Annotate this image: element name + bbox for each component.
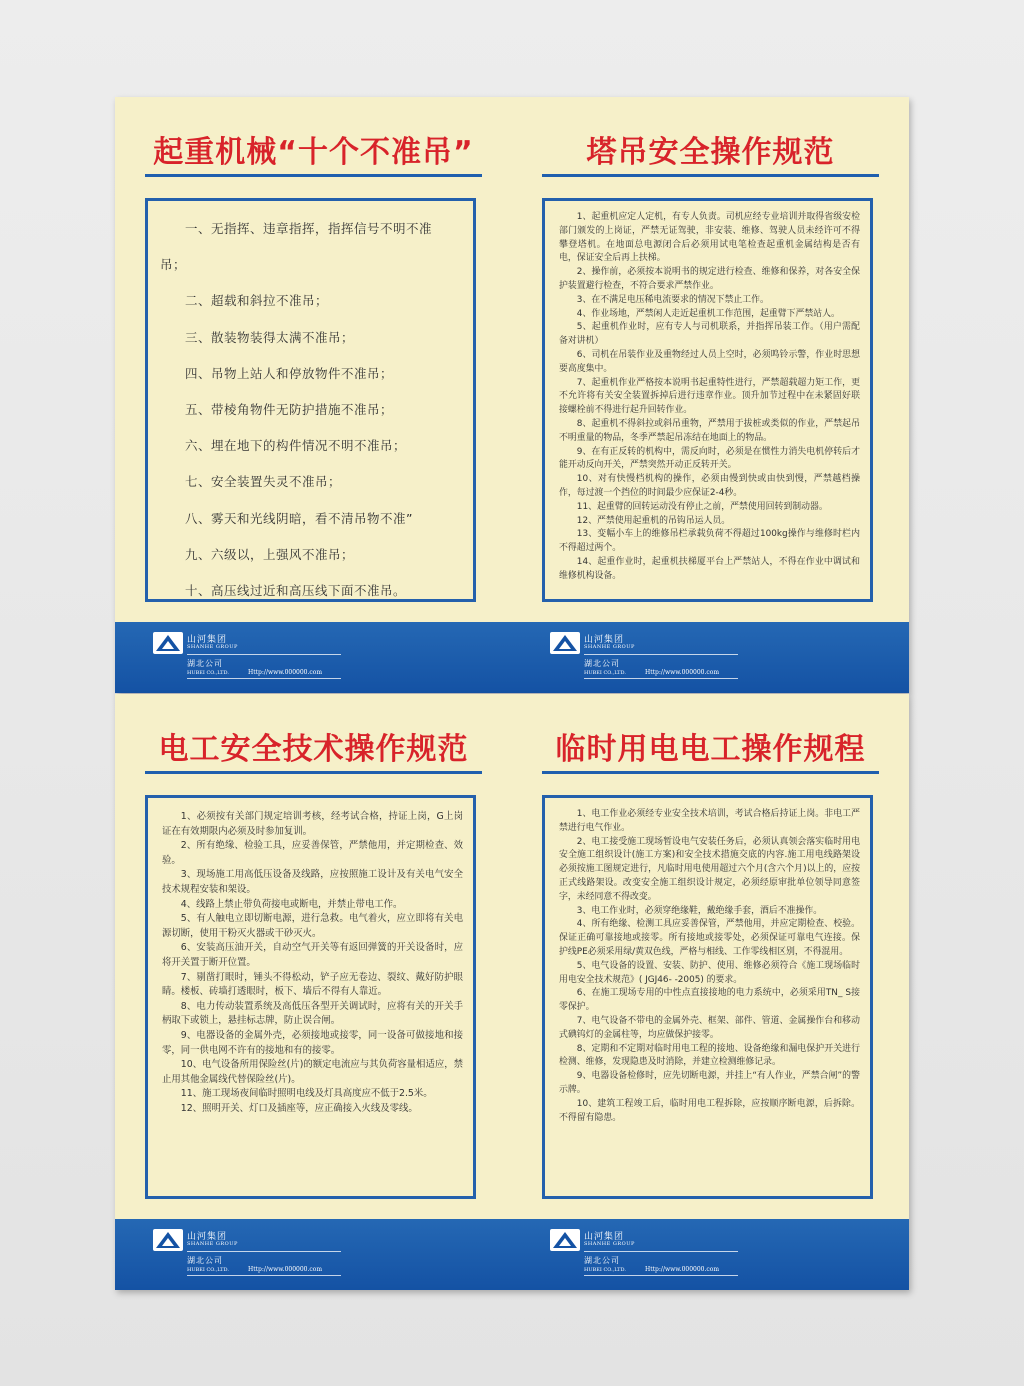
poster-board-top xyxy=(115,97,909,693)
rule-item: 8、定期和不定期对临时用电工程的接地、设备绝缘和漏电保护开关进行检测、维修，发现隐患及时消除，并建立检测维修记录。 xyxy=(559,1043,860,1068)
brand-block xyxy=(550,632,750,682)
triangle-logo-icon xyxy=(550,1229,580,1251)
company-name-en: HUBEI CO.,LTD. xyxy=(584,670,626,676)
triangle-logo-icon xyxy=(550,632,580,654)
footer-bar xyxy=(115,622,909,693)
list-item: 吊； xyxy=(160,257,187,273)
brand-block xyxy=(153,1229,353,1279)
rule-item: 9、在有正反转的机构中，需反向时，必须是在惯性力消失电机停转后才能开动反向开关，严禁突然开动正反转开关。 xyxy=(559,446,860,471)
rule-item: 2、操作前，必须按本说明书的规定进行检查、维修和保养，对各安全保护装置避行检查，不符合要求严禁作业。 xyxy=(559,267,860,291)
rule-item: 2、所有绝缘、检验工具，应妥善保管，严禁他用，并定期检查、效验。 xyxy=(162,840,463,866)
panel-temporary-power-rules xyxy=(512,694,909,1290)
brand-name-en: SHANHE GROUP xyxy=(584,1241,635,1247)
panel-title: 电工安全技术操作规范 xyxy=(158,732,469,767)
rule-item: 8、电力传动装置系统及高低压各型开关调试时，应将有关的开关手柄取下或锁上，悬挂标志牌，防止误合闸。 xyxy=(162,1000,463,1027)
brand-block xyxy=(550,1229,750,1279)
brand-name-cn: 山河集团 xyxy=(584,635,625,645)
title-underline xyxy=(145,771,482,774)
rule-item: 12、严禁使用起重机的吊钩吊运人员。 xyxy=(576,515,731,526)
rule-item: 10、电气设备所用保险丝(片)的额定电流应与其负荷容量相适应，禁止用其他金属线代替保险丝(片)。 xyxy=(162,1059,463,1085)
company-name-cn: 湖北公司 xyxy=(187,1256,223,1265)
list-item: 三、散装物装得太满不准吊； xyxy=(185,329,355,345)
list-item: 四、吊物上站人和停放物件不准吊； xyxy=(185,365,394,381)
rule-item: 12、照明开关、灯口及插座等，应正确接入火线及零线。 xyxy=(180,1102,418,1114)
list-item: 六、埋在地下的构件情况不明不准吊； xyxy=(185,438,407,454)
rule-item: 7、起重机作业严格按本说明书起重特性进行，严禁超载超力矩工作，更不允许将有关安全装置拆掉后进行违章作业。顶升加节过程中在未紧固好联接螺栓前不得进行起升回转作业。 xyxy=(559,377,860,416)
rule-item: 3、在不满足电压稀电流要求的情况下禁止工作。 xyxy=(576,294,769,305)
company-url: Http://www.000000.com xyxy=(645,669,720,676)
brand-name-en: SHANHE GROUP xyxy=(584,644,635,650)
triangle-logo-icon xyxy=(153,1229,183,1251)
company-name-cn: 湖北公司 xyxy=(187,659,223,668)
triangle-logo-icon xyxy=(153,632,183,654)
divider xyxy=(584,1275,738,1276)
rules-box xyxy=(145,795,476,1199)
rule-item: 11、起重臂的回转运动没有停止之前，严禁使用回转到制动器。 xyxy=(576,501,828,512)
rule-item: 14、起重作业时，起重机扶梯厦平台上严禁站人，不得在作业中调试和维修机构设备。 xyxy=(559,556,860,581)
divider xyxy=(187,654,341,655)
rule-item: 1、电工作业必须经专业安全技术培训，考试合格后持证上岗。非电工严禁进行电气作业。 xyxy=(559,809,860,833)
divider xyxy=(584,654,738,655)
company-name-en: HUBEI CO.,LTD. xyxy=(187,1267,229,1273)
company-name-cn: 湖北公司 xyxy=(584,659,620,668)
rule-item: 5、有人触电立即切断电源，进行急救。电气着火，应立即将有关电源切断，使用干粉灭火器或干砂灭火。 xyxy=(162,913,463,939)
company-name-en: HUBEI CO.,LTD. xyxy=(584,1267,626,1273)
brand-name-en: SHANHE GROUP xyxy=(187,644,238,650)
list-item: 五、带棱角物件无防护措施不准吊； xyxy=(185,402,394,418)
company-url: Http://www.000000.com xyxy=(248,1266,323,1273)
panel-title: 起重机械“十个不准吊” xyxy=(153,135,474,170)
brand-name-en: SHANHE GROUP xyxy=(187,1241,238,1247)
list-item: 一、无指挥、违章指挥，指挥信号不明不准 xyxy=(185,221,433,236)
company-name-cn: 湖北公司 xyxy=(584,1256,620,1265)
panel-title: 塔吊安全操作规范 xyxy=(586,135,835,170)
rules-box xyxy=(542,198,873,602)
rule-item: 11、施工现场夜间临时照明电线及灯具高度应不低于2.5米。 xyxy=(180,1088,433,1100)
panel-title: 临时用电电工操作规程 xyxy=(555,732,866,767)
list-item: 二、超载和斜拉不准吊； xyxy=(185,293,329,309)
brand-name-cn: 山河集团 xyxy=(187,635,228,645)
rule-item: 2、电工接受施工现场暂设电气安装任务后，必须认真领会落实临时用电安全施工组织设计(施工方案)和安全技术措施交底的内容.施工用电线路架设必须按施工图规定进行，凡临时用电使用超过六个月(含六个月)以上的，应按正式线路架设。改变安全施工组织设计规定，必须经原审批单位领导同意签字，未经同意不得改变。 xyxy=(559,836,860,902)
rule-item: 4、线路上禁止带负荷接电或断电，并禁止带电工作。 xyxy=(180,898,403,910)
rule-item: 6、安装高压油开关，自动空气开关等有返回弹簧的开关设备时，应将开关置于断开位置。 xyxy=(162,942,463,968)
rule-item: 10、对有快慢档机构的操作，必须由慢到快或由快到慢，严禁越档操作，每过渡一个挡位的时间最少应保证2-4秒。 xyxy=(559,474,860,498)
rule-item: 1、起重机应定人定机，有专人负责。司机应经专业培训并取得省级安检部门颁发的上岗证，严禁无证驾驶，非安装、维修、驾驶人员未经许可不得攀登塔机。在地面总电源闭合后必须用试电笔检查起重机金属结构是否有电，保证安全后再上扶梯。 xyxy=(559,212,860,264)
list-item: 九、六级以，上强风不准吊； xyxy=(185,546,355,562)
rule-item: 5、电气设备的设置、安装、防护、使用、维修必须符合《施工现场临时用电安全技术规范》( JGJ46- -2005) 的要求。 xyxy=(559,960,860,985)
rule-item: 1、必须按有关部门规定培训考核，经考试合格，持证上岗，G上岗证在有效期限内必须及时参加复训。 xyxy=(162,811,463,837)
rules-box xyxy=(145,198,476,602)
company-name-en: HUBEI CO.,LTD. xyxy=(187,670,229,676)
rule-item: 3、电工作业时，必须穿绝缘鞋，戴绝缘手套，酒后不准操作。 xyxy=(576,905,823,916)
rule-item: 4、所有绝缘、检测工具应妥善保管，严禁他用，并应定期检查、校验。保证正确可靠接地或接零。所有接地或接零处，必须保证可靠电气连接。保护线PE必须采用绿/黄双色线，严格与相线、工作零线相区别，不得混用。 xyxy=(559,919,860,957)
divider xyxy=(584,678,738,679)
rule-item: 4、作业场地，严禁闲人走近起重机工作范围，起重臂下严禁站人。 xyxy=(576,308,840,319)
panel-electrician-safety xyxy=(115,694,512,1290)
list-item: 八、雾天和光线阴暗，看不清吊物不准” xyxy=(185,510,413,526)
rule-item: 10、建筑工程竣工后，临时用电工程拆除，应按顺序断电源，后拆除。不得留有隐患。 xyxy=(559,1098,860,1123)
poster-board-bottom xyxy=(115,694,909,1290)
rule-item: 13、变幅小车上的维修吊栏承载负荷不得超过100kg操作与维修时栏内不得超过两个。 xyxy=(559,529,860,554)
list-item: 七、安全装置失灵不准吊； xyxy=(185,474,342,490)
list-item: 十、高压线过近和高压线下面不准吊。 xyxy=(185,583,407,599)
rule-item: 7、电气设备不带电的金属外壳、框架、部件、管道、金属操作台和移动式碘钨灯的金属柱等，均应做保护接零。 xyxy=(559,1015,860,1040)
company-url: Http://www.000000.com xyxy=(645,1266,720,1273)
title-underline xyxy=(542,771,879,774)
rule-item: 6、司机在吊装作业及重物经过人员上空时，必须鸣铃示警，作业时思想要高度集中。 xyxy=(559,349,860,374)
rule-item: 8、起重机不得斜拉或斜吊重物，严禁用于拔桩或类似的作业，严禁起吊不明重量的物品，冬季严禁起吊冻结在地面上的物品。 xyxy=(559,418,860,443)
rule-item: 3、现场施工用高低压设备及线路，应按照施工设计及有关电气安全技术规程安装和架设。 xyxy=(162,869,463,895)
rule-item: 9、电器设备的金属外壳，必须接地或接零，同一设备可做接地和接零，同一供电网不许有的接地和有的接零。 xyxy=(162,1029,463,1056)
divider xyxy=(187,1251,341,1252)
company-url: Http://www.000000.com xyxy=(248,669,323,676)
brand-name-cn: 山河集团 xyxy=(584,1232,625,1242)
title-underline xyxy=(145,174,482,177)
panel-tower-crane-rules xyxy=(512,97,909,693)
rule-item: 6、在施工现场专用的中性点直接接地的电力系统中，必须采用TN_ S接零保护。 xyxy=(559,988,860,1013)
brand-name-cn: 山河集团 xyxy=(187,1232,228,1242)
brand-block xyxy=(153,632,353,682)
rule-item: 5、起重机作业时，应有专人与司机联系，并指挥吊装工作。（用户需配备对讲机） xyxy=(559,322,860,347)
title-underline xyxy=(542,174,879,177)
rule-item: 7、剔凿打眼时，锤头不得松动，铲子应无卷边、裂纹、戴好防护眼睛。楼板、砖墙打透眼时，板下、墙后不得有人靠近。 xyxy=(162,971,463,998)
footer-bar xyxy=(115,1219,909,1290)
rules-box xyxy=(542,795,873,1199)
divider xyxy=(584,1251,738,1252)
rule-item: 9、电器设备检修时，应先切断电源，并挂上“有人作业，严禁合闸”的警示牌。 xyxy=(559,1071,860,1095)
divider xyxy=(187,678,341,679)
divider xyxy=(187,1275,341,1276)
panel-crane-ten-rules xyxy=(115,97,512,693)
